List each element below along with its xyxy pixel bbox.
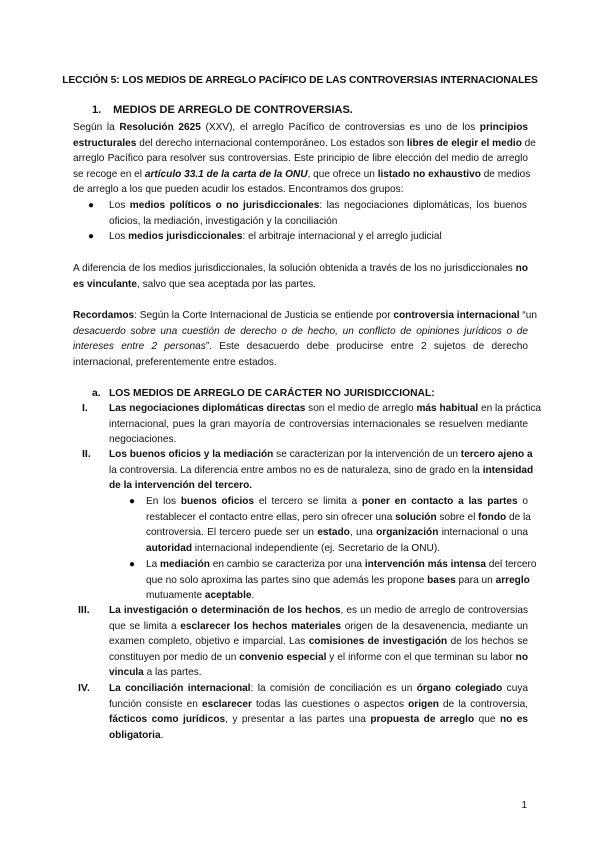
item-investigation: La investigación o determinación de los hechos, es un medio de arreglo de controversias que se limita a esclarecer los hechos materiales origen de la desavenencia, mediante un examen completo, objetivo e imparcial. Las comisiones de investigación de los hechos se constituyen por medio de un convenio especial y el informe con el que terminan su labor no vincula a las partes.	[109, 605, 529, 679]
section-heading-1	[92, 104, 353, 116]
roman-numeral: I.	[82, 402, 88, 414]
bullet-icon: ●	[88, 200, 95, 211]
roman-numeral: II.	[82, 448, 91, 460]
roman-numeral: III.	[78, 604, 90, 616]
list-item-political-means: Los medios políticos o no jurisdiccionales: las negociaciones diplomáticas, los buenos oficios, la mediación, investigación y la conciliación	[109, 200, 527, 227]
difference-paragraph: A diferencia de los medios jurisdiccionales, la solución obtenida a través de los no jurisdiccionales no es vinculante, salvo que sea aceptada por las partes.	[73, 263, 528, 290]
page-title: LECCIÓN 5: LOS MEDIOS DE ARREGLO PACÍFICO DE LAS CONTROVERSIAS INTERNACIONALES	[62, 75, 538, 86]
intro-paragraph: Según la Resolución 2625 (XXV), el arreglo Pacífico de controversias es uno de los principios estructurales del derecho internacional contemporáneo. Los estados son libres de elegir el medio de arreglo Pacífico para resolver sus controversias. Este principio de libre elección del medio de arreglo se recoge en el artículo 33.1 de la carta de la ONU, que ofrece un listado no exhaustivo de medios de arreglo a los que pueden acudir los estados. Encontramos dos grupos:	[73, 122, 536, 196]
item-negotiations: Las negociaciones diplomáticas directas son el medio de arreglo más habitual en la práctica internacional, pues la gran mayoría de controversias internacionales se resuelven mediante negociaciones.	[109, 403, 541, 446]
bullet-icon: ●	[129, 559, 136, 570]
section-number: 1.	[92, 104, 102, 116]
item-good-offices-mediation: Los buenos oficios y la mediación se caracterizan por la intervención de un tercero ajeno a la controversia. La diferencia entre ambos no es de naturaleza, sino de grado en la intensidad de la intervención del tercero.	[109, 449, 534, 492]
bullet-icon: ●	[129, 496, 136, 507]
roman-numeral: IV.	[78, 682, 90, 694]
definition-paragraph: Recordamos: Según la Corte Internacional de Justicia se entiende por controversia internacional “un desacuerdo sobre una cuestión de derecho o de hecho, un conflicto de opiniones jurídicos o de intereses entre 2 personas”. Este desacuerdo debe producirse entre 2 sujetos de derecho internacional, preferentemente entre estados.	[73, 310, 538, 368]
list-item-judicial-means: Los medios jurisdiccionales: el arbitraje internacional y el arreglo judicial	[109, 231, 442, 242]
item-conciliation: La conciliación internacional: la comisión de conciliación es un órgano colegiado cuya función consiste en esclarecer todas las cuestiones o aspectos origen de la controversia, fácticos como jurídicos, y presentar a las partes una propuesta de arreglo que no es obligatoria.	[109, 683, 529, 741]
section-heading-text: MEDIOS DE ARREGLO DE CONTROVERSIAS.	[113, 104, 353, 116]
bullet-icon: ●	[88, 231, 95, 242]
page-number: 1	[521, 800, 527, 811]
list-item-good-offices: En los buenos oficios el tercero se limita a poner en contacto a las partes o restablecer el contacto entre ellas, pero sin ofrecer una solución sobre el fondo de la controversia. El tercero puede ser un estado, una organización internacional o una autoridad internacional independiente (ej. Secretario de la ONU).	[146, 496, 531, 554]
list-item-mediation: La mediación en cambio se caracteriza por una intervención más intensa del tercero que no solo aproxima las partes sino que además les propone bases para un arreglo mutuamente aceptable.	[146, 559, 537, 602]
subsection-heading-a: a. LOS MEDIOS DE ARREGLO DE CARÁCTER NO JURISDICCIONAL:	[92, 388, 435, 399]
